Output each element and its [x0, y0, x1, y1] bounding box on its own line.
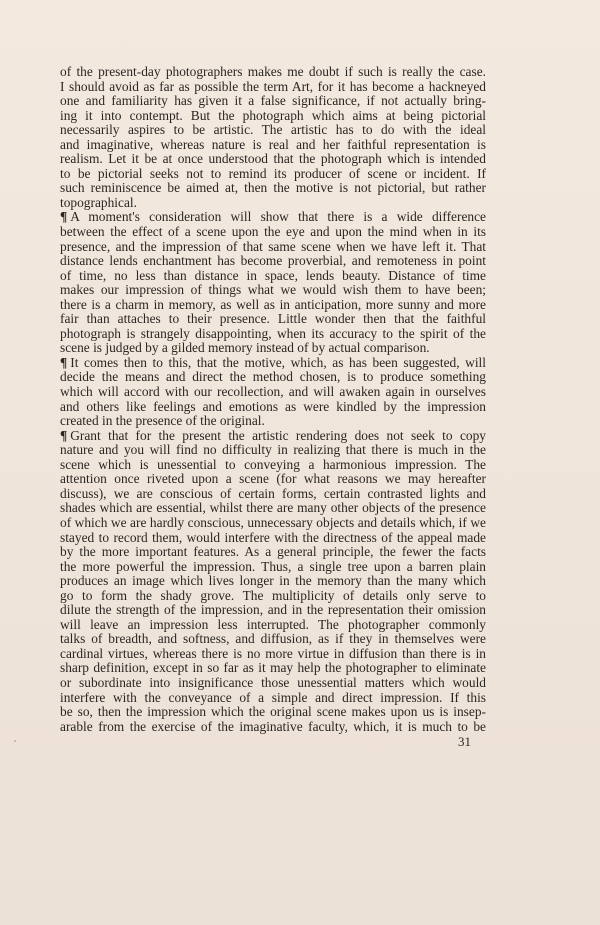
text-line [60, 531, 486, 546]
text-line [60, 240, 486, 255]
text-line [60, 705, 486, 720]
line-text: of the present-day photographers makes me doubt if such is really the case. [60, 64, 486, 79]
text-line [60, 254, 486, 269]
line-text: nature and you will find no difficulty in realizing that there is much in the [60, 442, 486, 458]
line-text: shades which are essential, whilst there are many other objects of the presence [60, 500, 486, 516]
text-line [60, 123, 486, 138]
line-text: presence, and the impression of that same scene when we have left it. That [60, 238, 486, 254]
paragraph [60, 210, 486, 355]
line-text: attention once riveted upon a scene (for what reasons we may hereafter [60, 471, 486, 487]
text-line [60, 720, 486, 735]
line-text: and others like feelings and emotions as were kindled by the impression [60, 398, 486, 414]
text-line [60, 429, 486, 444]
line-text: be so, then the impression which the original scene makes upon us is insep- [60, 704, 486, 720]
paragraph [60, 356, 486, 429]
text-line [60, 618, 486, 633]
text-line [60, 589, 486, 604]
line-text: or subordinate into insignificance those unessential matters which would [60, 674, 486, 690]
text-line [60, 458, 486, 473]
line-text: scene which is unessential to conveying a harmonious impression. The [60, 456, 486, 472]
line-text: fair than attaches to their presence. Little wonder then that the faithful [60, 311, 486, 327]
line-text: It comes then to this, that the motive, which, as has been suggested, will [70, 354, 486, 370]
line-text: between the effect of a scene upon the eye and upon the mind when in its [60, 224, 486, 240]
line-text: decide the means and direct the method chosen, is to produce something [60, 369, 486, 385]
text-line [60, 574, 486, 589]
line-text: will leave an impression less interrupted. The photographer commonly [60, 616, 486, 632]
text-line [60, 269, 486, 284]
text-line [60, 283, 486, 298]
line-text: by the more important features. As a general principle, the fewer the facts [60, 544, 486, 560]
page-number: 31 [458, 734, 471, 749]
text-line [60, 516, 486, 531]
line-text: arable from the exercise of the imaginative faculty, which, it is much to be [60, 718, 486, 734]
pilcrow-icon: ¶ [60, 354, 68, 370]
line-text: stayed to record them, would interfere with the directness of the appeal made [60, 529, 486, 545]
text-line [60, 65, 486, 80]
text-line [60, 400, 486, 415]
pilcrow-icon: ¶ [60, 209, 68, 225]
text-line [60, 603, 486, 618]
text-line [60, 341, 486, 356]
text-line [60, 167, 486, 182]
text-line [60, 196, 486, 211]
text-line [60, 138, 486, 153]
text-line [60, 647, 486, 662]
text-line [60, 225, 486, 240]
text-line [60, 109, 486, 124]
text-line [60, 691, 486, 706]
line-text: and imaginative, whereas nature is real and her faithful representation is [60, 136, 486, 152]
line-text: of which we are hardly conscious, unnecessary objects and details which, if we [60, 514, 486, 530]
line-text: distance lends enchantment has become proverbial, and remoteness in point [60, 253, 486, 269]
line-text: realism. Let it be at once understood that the photograph which is intended [60, 151, 486, 167]
text-line [60, 356, 486, 371]
text-line [60, 385, 486, 400]
line-text: discuss), we are conscious of certain forms, certain contrasted lights and [60, 485, 486, 501]
line-text: one and familiarity has given it a false significance, if not actually bring- [60, 93, 486, 109]
line-text: necessarily aspires to be artistic. The artistic has to do with the ideal [60, 122, 486, 138]
text-line [60, 443, 486, 458]
line-text: there is a charm in memory, as well as in anticipation, more sunny and more [60, 296, 486, 312]
line-text: topographical. [60, 194, 137, 210]
line-text: talks of breadth, and softness, and diffusion, as if they in themselves were [60, 631, 486, 647]
text-line [60, 181, 486, 196]
line-text: dilute the strength of the impression, and in the representation their omission [60, 602, 486, 618]
line-text: makes our impression of things what we would wish them to have been; [60, 282, 486, 298]
text-line [60, 472, 486, 487]
text-line [60, 414, 486, 429]
line-text: photograph is strangely disappointing, when its accuracy to the spirit of the [60, 325, 486, 341]
text-line [60, 298, 486, 313]
line-text: ing it into contempt. But the photograph which aims at being pictorial [60, 107, 486, 123]
text-line [60, 312, 486, 327]
line-text: sharp definition, except in so far as it may help the photographer to eliminate [60, 660, 486, 676]
line-text: to be pictorial seeks not to remind its producer of scene or incident. If [60, 165, 486, 181]
text-line [60, 661, 486, 676]
text-line [60, 152, 486, 167]
line-text: go to form the shady grove. The multiplicity of details only serve to [60, 587, 486, 603]
line-text: interfere with the conveyance of a simple and direct impression. If this [60, 689, 486, 705]
text-line [60, 560, 486, 575]
text-line [60, 632, 486, 647]
line-text: scene is judged by a gilded memory instead of by actual comparison. [60, 340, 430, 356]
text-line [60, 487, 486, 502]
line-text: which will accord with our recollection, and will awaken again in ourselves [60, 384, 486, 400]
line-text: A moment's consideration will show that there is a wide difference [70, 209, 486, 225]
paragraph [60, 429, 486, 734]
text-line [60, 676, 486, 691]
text-line [60, 370, 486, 385]
line-text: created in the presence of the original. [60, 413, 265, 429]
body-text [60, 65, 486, 734]
text-line [60, 210, 486, 225]
text-line [60, 545, 486, 560]
text-line [60, 94, 486, 109]
line-text: cardinal virtues, whereas there is no more virtue in diffusion than there is in [60, 645, 486, 661]
line-text: produces an image which lives longer in the memory than the many which [60, 573, 486, 589]
line-text: such reminiscence be aimed at, then the motive is not pictorial, but rather [60, 180, 486, 196]
pilcrow-icon: ¶ [60, 427, 68, 443]
text-line [60, 80, 486, 95]
paragraph [60, 65, 486, 210]
line-text: the more powerful the impression. Thus, a single tree upon a barren plain [60, 558, 486, 574]
line-text: Grant that for the present the artistic rendering does not seek to copy [70, 427, 486, 443]
text-line [60, 327, 486, 342]
paper-speck [14, 740, 16, 742]
text-line [60, 501, 486, 516]
line-text: I should avoid as far as possible the term Art, for it has become a hackneyed [60, 78, 486, 94]
line-text: of time, no less than distance in space, lends beauty. Distance of time [60, 267, 486, 283]
